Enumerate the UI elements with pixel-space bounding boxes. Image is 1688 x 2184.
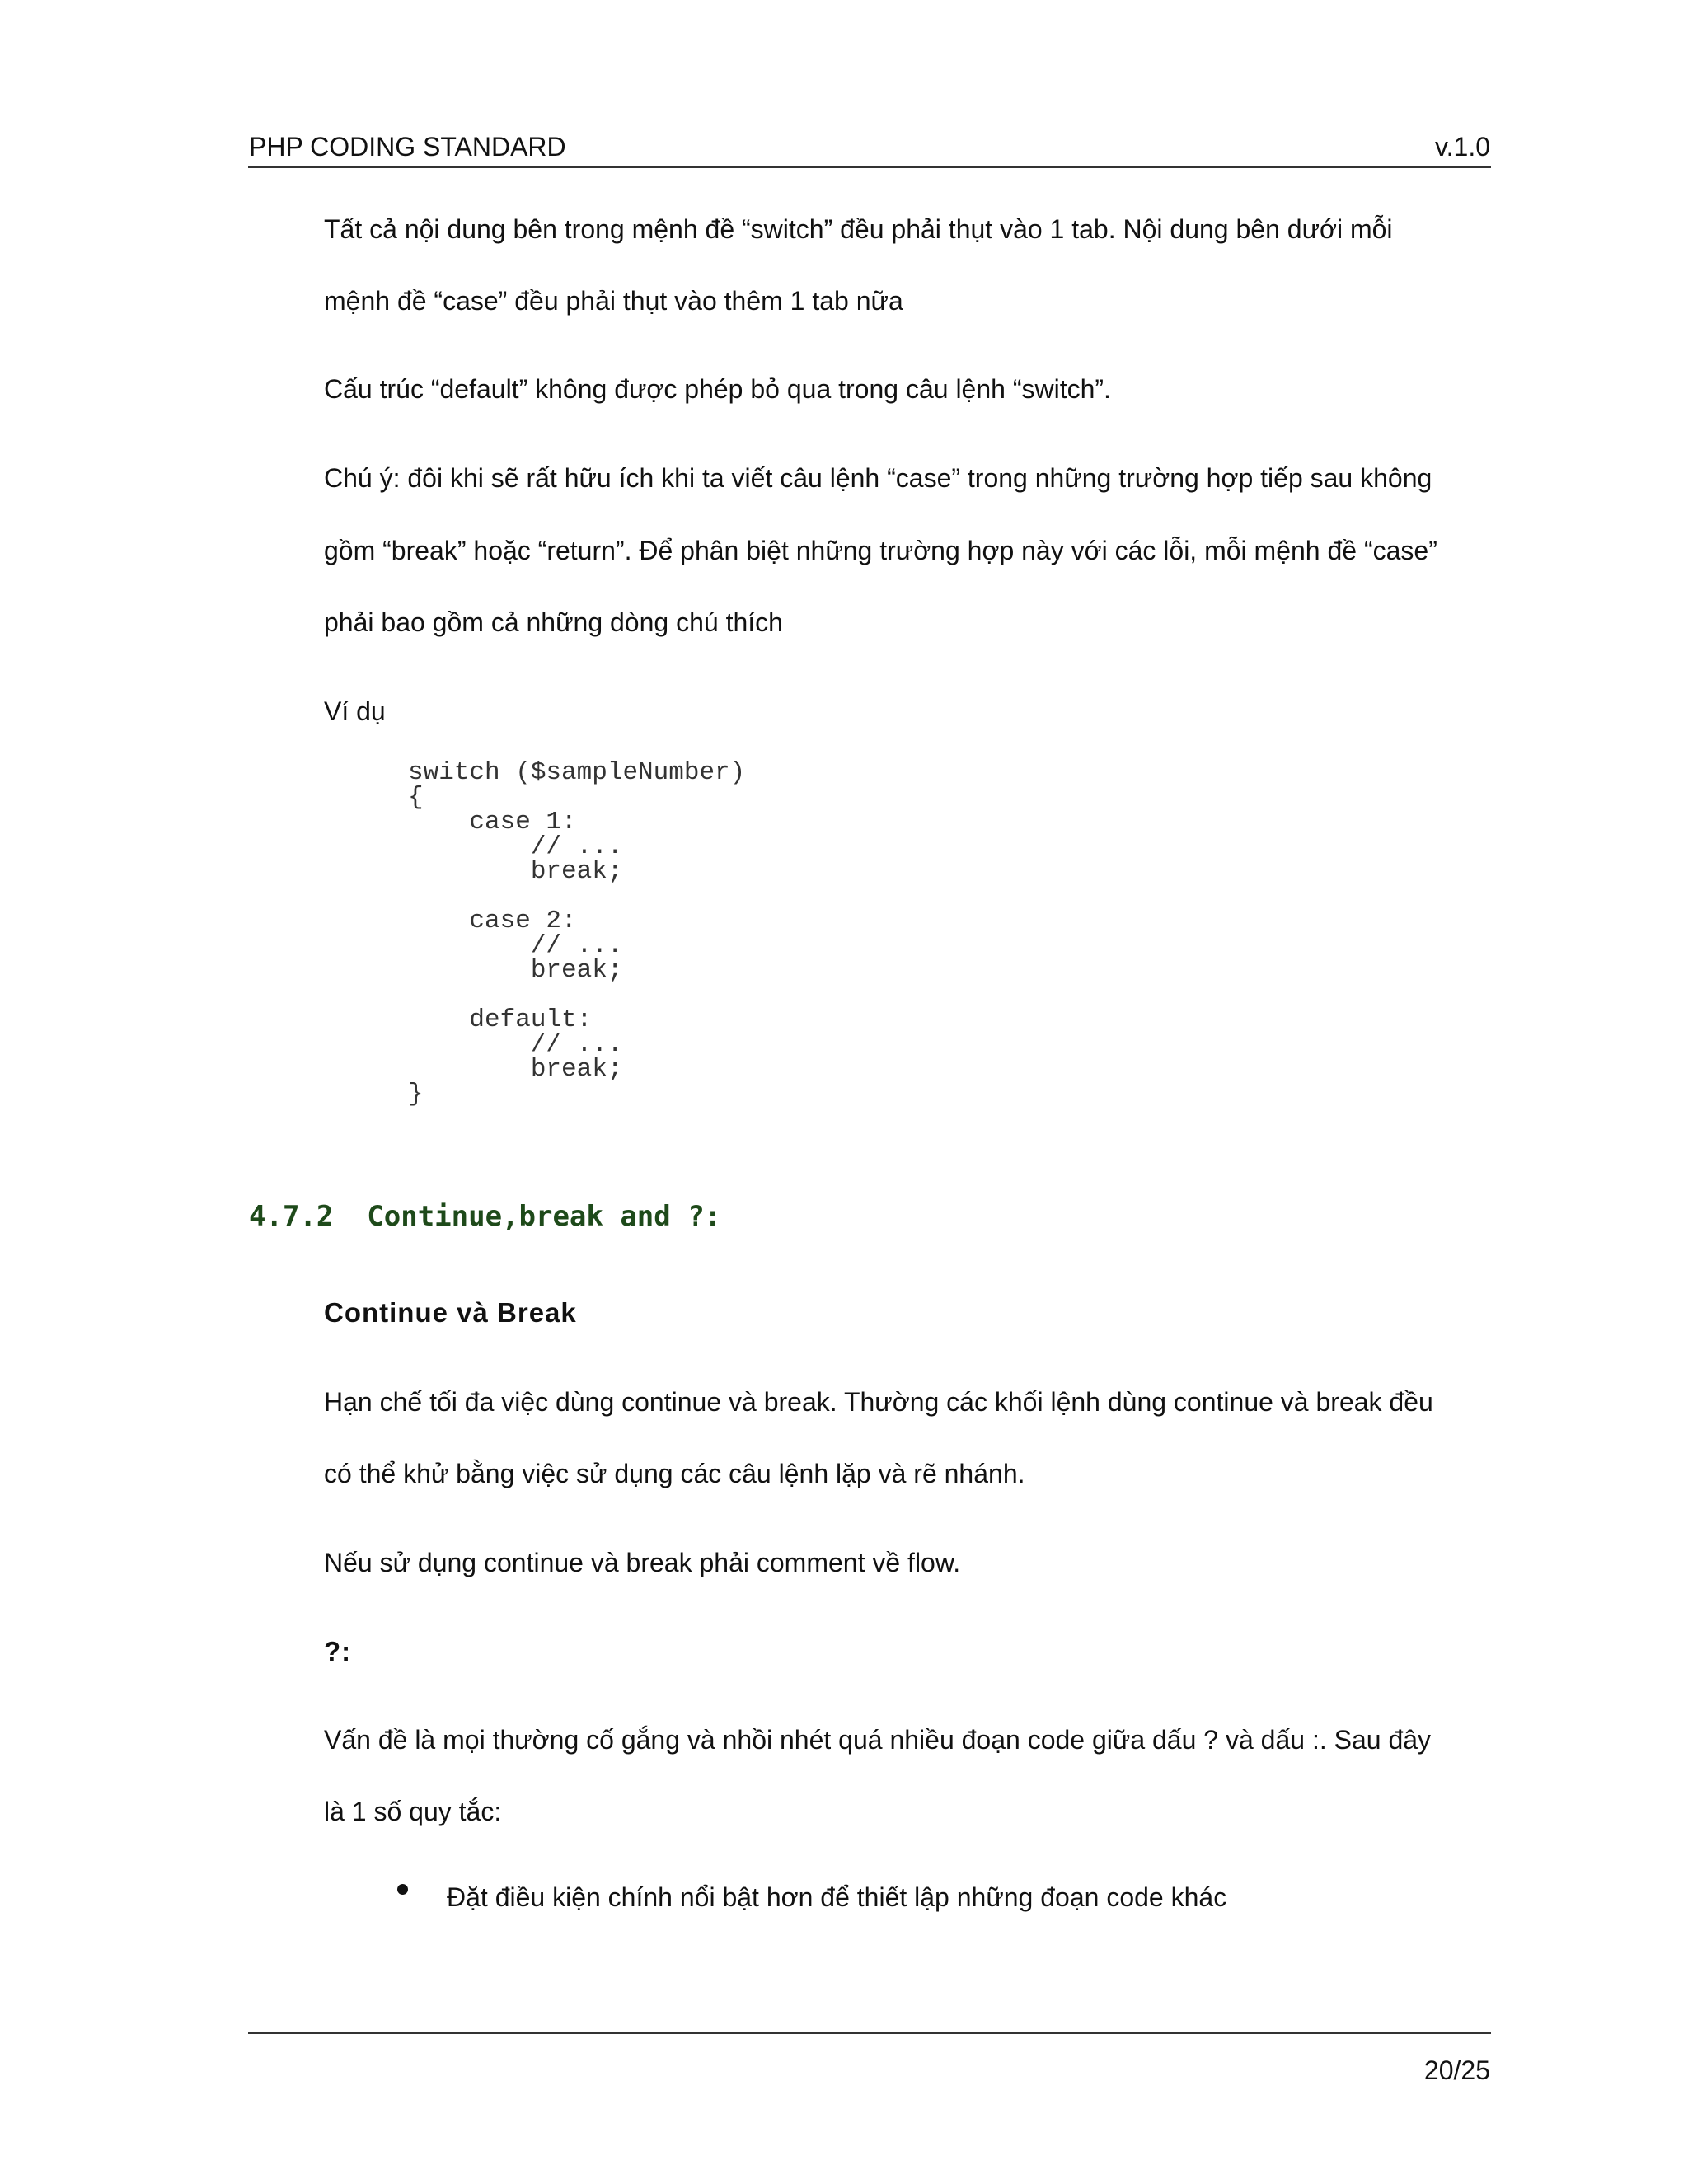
list-item: Đặt điều kiện chính nổi bật hơn để thiết lập những đoạn code khác [447,1882,1227,1912]
paragraph-comment-flow: Nếu sử dụng continue và break phải comment về flow. [324,1548,961,1577]
paragraph-ternary-line1: Vấn đề là mọi thường cố gắng và nhồi nhét quá nhiều đoạn code giữa dấu ? và dấu :. Sau đây [324,1725,1432,1755]
document-header-title: PHP CODING STANDARD [249,132,566,162]
paragraph-switch-indent-line2: mệnh đề “case” đều phải thụt vào thêm 1 tab nữa [324,286,903,316]
paragraph-continue-break-line2: có thể khử bằng việc sử dụng các câu lệnh lặp và rẽ nhánh. [324,1459,1025,1488]
footer-divider [248,2032,1491,2034]
paragraph-note-line2: gồm “break” hoặc “return”. Để phân biệt những trường hợp này với các lỗi, mỗi mệnh đề “case” [324,536,1437,565]
page-number: 20/25 [1423,2055,1490,2085]
document-version: v.1.0 [1435,132,1490,162]
paragraph-note-line3: phải bao gồm cả những dòng chú thích [324,607,783,637]
section-heading: 4.7.2 Continue,break and ?: [249,1200,722,1233]
paragraph-continue-break-line1: Hạn chế tối đa việc dùng continue và break. Thường các khối lệnh dùng continue và break đều [324,1387,1433,1417]
paragraph-ternary-line2: là 1 số quy tắc: [324,1797,502,1826]
paragraph-note-line1: Chú ý: đôi khi sẽ rất hữu ích khi ta viết câu lệnh “case” trong những trường hợp tiếp sau không [324,463,1432,493]
subheading-continue-break: Continue và Break [324,1297,577,1328]
header-divider [248,166,1491,168]
subheading-ternary: ?: [324,1636,352,1666]
code-example-switch: switch ($sampleNumber) { case 1: // ... break; case 2: // ... break; default: // ... break; } [408,758,746,1108]
bullet-icon [397,1884,408,1895]
example-label: Ví dụ [324,696,386,726]
paragraph-switch-indent-line1: Tất cả nội dung bên trong mệnh đề “switch” đều phải thụt vào 1 tab. Nội dung bên dưới mỗi [324,214,1393,244]
paragraph-default-rule: Cấu trúc “default” không được phép bỏ qua trong câu lệnh “switch”. [324,374,1111,404]
